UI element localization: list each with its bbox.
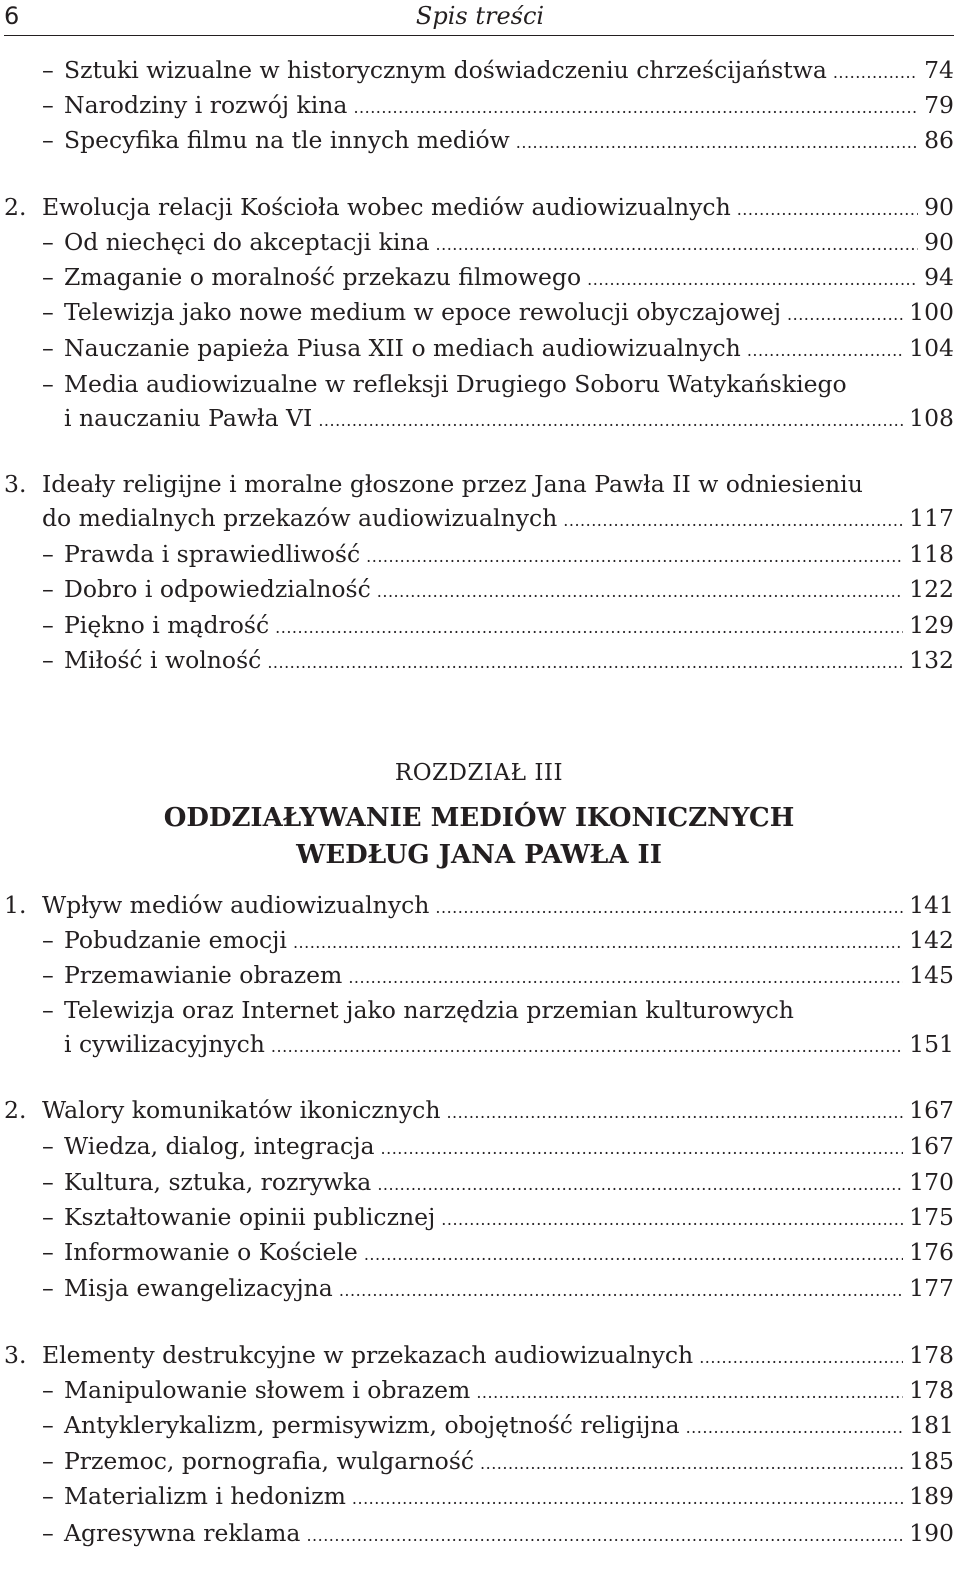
dot-leader	[352, 1482, 903, 1516]
dot-leader	[833, 56, 918, 90]
dot-leader	[377, 1168, 903, 1202]
toc-entry	[0, 1516, 954, 1550]
entry-title: Dobro i odpowiedzialność	[64, 575, 371, 603]
entry-page-number: 90	[924, 228, 954, 256]
entry-title: i cywilizacyjnych	[64, 1030, 265, 1058]
entry-title: Manipulowanie słowem i obrazem	[64, 1376, 471, 1404]
entry-title: Kultura, sztuka, rozrywka	[64, 1168, 372, 1196]
toc-entry	[0, 923, 954, 957]
entry-dash: –	[42, 926, 54, 954]
entry-page-number: 104	[909, 334, 954, 362]
page-number: 6	[4, 2, 20, 30]
entry-dash: –	[42, 1132, 54, 1160]
entry-number: 2.	[4, 1096, 27, 1124]
running-title: Spis treści	[415, 2, 545, 30]
toc-entry	[0, 501, 954, 535]
toc-entry	[0, 467, 954, 501]
dot-leader	[516, 126, 918, 160]
toc-entry	[0, 367, 954, 401]
entry-page-number: 177	[909, 1274, 954, 1302]
toc-entry	[0, 1479, 954, 1513]
entry-dash: –	[42, 1447, 54, 1475]
entry-title: Wiedza, dialog, integracja	[64, 1132, 375, 1160]
entry-page-number: 79	[924, 91, 954, 119]
toc-entry	[0, 572, 954, 606]
entry-page-number: 176	[909, 1238, 954, 1266]
toc-entry	[0, 1093, 954, 1127]
dot-leader	[441, 1203, 903, 1237]
toc-entry	[0, 1373, 954, 1407]
toc-entry	[0, 643, 954, 677]
entry-dash: –	[42, 1168, 54, 1196]
entry-title: Walory komunikatów ikonicznych	[42, 1096, 441, 1124]
entry-page-number: 108	[909, 404, 954, 432]
entry-dash: –	[42, 263, 54, 291]
entry-dash: –	[42, 996, 54, 1024]
toc-entry	[0, 1338, 954, 1372]
toc-entry	[0, 123, 954, 157]
toc-entry	[0, 888, 954, 922]
entry-title: Nauczanie papieża Piusa XII o mediach audiowizualnych	[64, 334, 741, 362]
entry-title: Ewolucja relacji Kościoła wobec mediów audiowizualnych	[42, 193, 731, 221]
dot-leader	[737, 193, 918, 227]
toc-entry	[0, 53, 954, 87]
entry-page-number: 122	[909, 575, 954, 603]
toc-entry	[0, 260, 954, 294]
entry-page-number: 74	[924, 56, 954, 84]
entry-dash: –	[42, 1238, 54, 1266]
toc-entry	[0, 295, 954, 329]
entry-dash: –	[42, 1411, 54, 1439]
entry-page-number: 185	[909, 1447, 954, 1475]
dot-leader	[587, 263, 918, 297]
entry-title: Zmaganie o moralność przekazu filmowego	[64, 263, 582, 291]
entry-title: Media audiowizualne w refleksji Drugiego Soboru Watykańskiego	[64, 370, 847, 398]
dot-leader	[377, 575, 903, 609]
dot-leader	[271, 1030, 903, 1064]
entry-title: Wpływ mediów audiowizualnych	[42, 891, 430, 919]
dot-leader	[318, 404, 903, 438]
toc-entry	[0, 1165, 954, 1199]
entry-dash: –	[42, 1519, 54, 1547]
entry-page-number: 190	[909, 1519, 954, 1547]
entry-page-number: 167	[909, 1096, 954, 1124]
toc-entry	[0, 1129, 954, 1163]
entry-page-number: 151	[909, 1030, 954, 1058]
entry-title: Informowanie o Kościele	[64, 1238, 358, 1266]
entry-title: Specyfika filmu na tle innych mediów	[64, 126, 510, 154]
entry-dash: –	[42, 575, 54, 603]
toc-entry	[0, 1235, 954, 1269]
toc-entry	[0, 1200, 954, 1234]
entry-title: Materializm i hedonizm	[64, 1482, 346, 1510]
entry-title: Antyklerykalizm, permisywizm, obojętność religijna	[64, 1411, 680, 1439]
dot-leader	[699, 1341, 903, 1375]
toc-entry	[0, 608, 954, 642]
dot-leader	[348, 961, 903, 995]
dot-leader	[787, 298, 903, 332]
entry-title: Elementy destrukcyjne w przekazach audiowizualnych	[42, 1341, 694, 1369]
entry-title: do medialnych przekazów audiowizualnych	[42, 504, 558, 532]
dot-leader	[476, 1376, 903, 1410]
toc-entry	[0, 993, 954, 1027]
entry-dash: –	[42, 91, 54, 119]
entry-title: Od niechęci do akceptacji kina	[64, 228, 430, 256]
entry-page-number: 132	[909, 646, 954, 674]
dot-leader	[275, 611, 903, 645]
entry-page-number: 142	[909, 926, 954, 954]
toc-entry	[0, 331, 954, 365]
entry-title: Ideały religijne i moralne głoszone przez Jana Pawła II w odniesieniu	[42, 470, 863, 498]
dot-leader	[353, 91, 918, 125]
entry-page-number: 100	[909, 298, 954, 326]
entry-dash: –	[42, 370, 54, 398]
page-header	[0, 0, 960, 36]
entry-page-number: 117	[909, 504, 954, 532]
entry-number: 3.	[4, 1341, 27, 1369]
toc-entry	[0, 1408, 954, 1442]
dot-leader	[366, 540, 903, 574]
header-rule	[4, 35, 954, 36]
dot-leader	[480, 1447, 903, 1481]
entry-title: Prawda i sprawiedliwość	[64, 540, 361, 568]
dot-leader	[364, 1238, 903, 1272]
entry-title: Miłość i wolność	[64, 646, 262, 674]
entry-title: Agresywna reklama	[64, 1519, 301, 1547]
entry-number: 2.	[4, 193, 27, 221]
entry-page-number: 189	[909, 1482, 954, 1510]
dot-leader	[267, 646, 903, 680]
entry-title: Kształtowanie opinii publicznej	[64, 1203, 436, 1231]
toc-entry	[0, 401, 954, 435]
entry-page-number: 178	[909, 1341, 954, 1369]
toc-entry	[0, 1027, 954, 1061]
entry-page-number: 145	[909, 961, 954, 989]
entry-title: i nauczaniu Pawła VI	[64, 404, 313, 432]
dot-leader	[747, 334, 903, 368]
entry-page-number: 167	[909, 1132, 954, 1160]
dot-leader	[306, 1519, 903, 1553]
entry-dash: –	[42, 298, 54, 326]
entry-page-number: 141	[909, 891, 954, 919]
toc-entry	[0, 88, 954, 122]
entry-dash: –	[42, 1274, 54, 1302]
toc-entry	[0, 1444, 954, 1478]
dot-leader	[339, 1274, 903, 1308]
toc-entry	[0, 1271, 954, 1305]
entry-title: Pobudzanie emocji	[64, 926, 287, 954]
entry-title: Telewizja jako nowe medium w epoce rewolucji obyczajowej	[64, 298, 782, 326]
entry-title: Przemoc, pornografia, wulgarność	[64, 1447, 475, 1475]
entry-page-number: 178	[909, 1376, 954, 1404]
entry-dash: –	[42, 611, 54, 639]
dot-leader	[381, 1132, 904, 1166]
entry-dash: –	[42, 1376, 54, 1404]
dot-leader	[436, 228, 919, 262]
entry-dash: –	[42, 228, 54, 256]
entry-dash: –	[42, 334, 54, 362]
entry-number: 1.	[4, 891, 27, 919]
toc-entry	[0, 537, 954, 571]
entry-page-number: 90	[924, 193, 954, 221]
toc-entry	[0, 190, 954, 224]
entry-page-number: 175	[909, 1203, 954, 1231]
entry-title: Sztuki wizualne w historycznym doświadczeniu chrześcijaństwa	[64, 56, 827, 84]
entry-dash: –	[42, 961, 54, 989]
entry-dash: –	[42, 646, 54, 674]
entry-number: 3.	[4, 470, 27, 498]
dot-leader	[446, 1096, 903, 1130]
entry-title: Piękno i mądrość	[64, 611, 270, 639]
entry-dash: –	[42, 1482, 54, 1510]
entry-page-number: 86	[924, 126, 954, 154]
entry-title: Przemawianie obrazem	[64, 961, 343, 989]
entry-dash: –	[42, 56, 54, 84]
entry-dash: –	[42, 126, 54, 154]
entry-page-number: 94	[924, 263, 954, 291]
dot-leader	[435, 891, 903, 925]
entry-page-number: 181	[909, 1411, 954, 1439]
entry-title: Telewizja oraz Internet jako narzędzia przemian kulturowych	[64, 996, 794, 1024]
entry-page-number: 118	[909, 540, 954, 568]
chapter-title-line-1: ODDZIAŁYWANIE MEDIÓW IKONICZNYCH	[163, 803, 795, 833]
toc-entry	[0, 225, 954, 259]
dot-leader	[293, 926, 903, 960]
entry-title: Narodziny i rozwój kina	[64, 91, 348, 119]
entry-page-number: 170	[909, 1168, 954, 1196]
entry-title: Misja ewangelizacyjna	[64, 1274, 333, 1302]
dot-leader	[563, 504, 903, 538]
dot-leader	[686, 1411, 904, 1445]
chapter-title-line-2: WEDŁUG JANA PAWŁA II	[296, 840, 662, 870]
entry-dash: –	[42, 1203, 54, 1231]
chapter-label: ROZDZIAŁ III	[394, 760, 564, 786]
entry-page-number: 129	[909, 611, 954, 639]
entry-dash: –	[42, 540, 54, 568]
toc-entry	[0, 958, 954, 992]
